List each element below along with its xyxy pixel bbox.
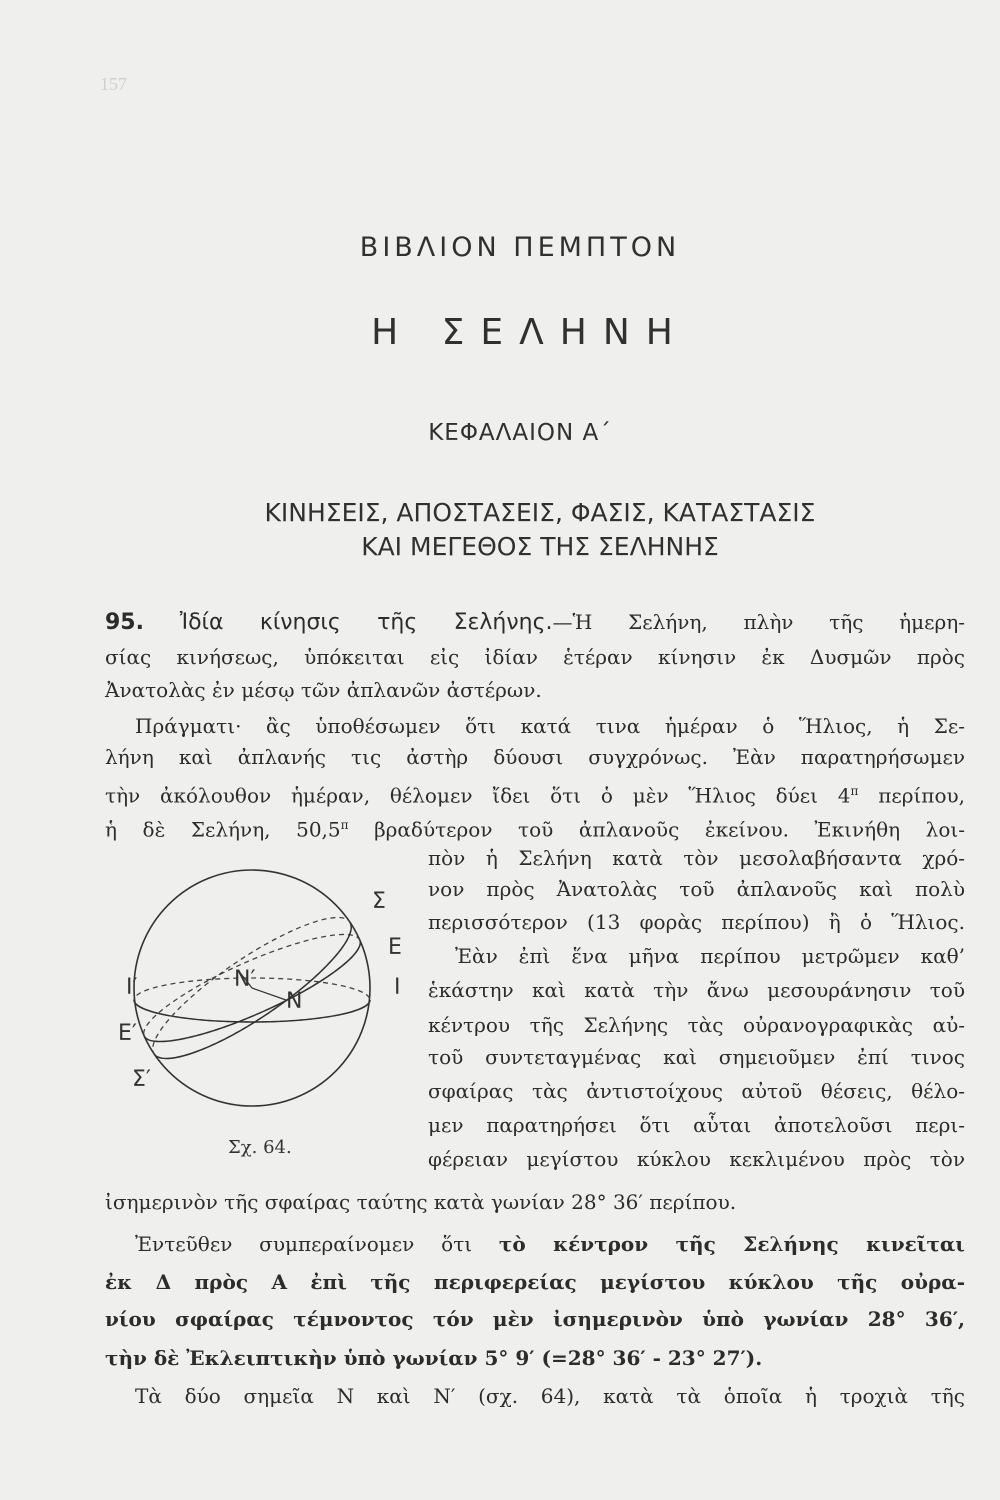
bold-text-line: τὴν δὲ Ἐκλειπτικὴν ὑπὸ γωνίαν 5° 9′ (=28° 36′ - 23° 27′). <box>105 1346 763 1370</box>
text-line <box>105 779 965 808</box>
text-line: τοῦ συντεταγμένας καὶ σημειοῦμεν ἐπί τινος <box>428 1045 965 1069</box>
part-title: Η ΣΕΛΗΝΗ <box>371 312 689 353</box>
section-number: 95. <box>105 610 144 635</box>
bold-text-line: ἐκ Δ πρὸς Α ἐπὶ τῆς περιφερείας μεγίστου κύκλου τῆς οὐρα- <box>105 1270 965 1294</box>
text-line: μεν παρατηρήσει ὅτι αὗται ἀποτελοῦσι περι- <box>428 1113 965 1137</box>
section-heading-line <box>105 610 965 635</box>
text-line: περισσότερον (13 φορὰς περίπου) ἢ ὁ Ἥλιος. <box>428 910 965 934</box>
page-number: 157 <box>100 74 127 94</box>
bold-text-line: νίου σφαίρας τέμνοντος τόν μὲν ἰσημερινὸν ὑπὸ γωνίαν 28° 36′, <box>105 1307 965 1331</box>
text-line <box>135 1232 965 1256</box>
label-epsilon: Ε <box>388 935 402 960</box>
text-line: ἰσημερινὸν τῆς σφαίρας ταύτης κατὰ γωνίαν 28° 36′ περίπου. <box>105 1190 737 1214</box>
text-span: Ἐντεῦθεν συμπεραίνομεν ὅτι <box>135 1232 499 1256</box>
superscript: π <box>850 784 859 798</box>
text-line: Τὰ δύο σημεῖα Ν καὶ Ν′ (σχ. 64), κατὰ τὰ ὁποῖα ἡ τροχιὰ τῆς <box>135 1384 965 1408</box>
text-line: σφαίρας τὰς ἀντιστοίχους αὐτοῦ θέσεις, θέλο- <box>428 1079 965 1103</box>
text-line: κέντρου τῆς Σελήνης τὰς οὐρανογραφικὰς αὐ- <box>428 1013 965 1037</box>
celestial-sphere-figure <box>110 860 430 1160</box>
text-line: Πράγματι· ἂς ὑποθέσωμεν ὅτι κατά τινα ἡμέραν ὁ Ἥλιος, ἡ Σε- <box>135 714 965 738</box>
text-line: Ἐὰν ἐπὶ ἕνα μῆνα περίπου μετρῶμεν καθ’ <box>455 944 965 968</box>
superscript: π <box>340 818 349 832</box>
chapter-subtitle-line-1: ΚΙΝΗΣΕΙΣ, ΑΠΟΣΤΑΣΕΙΣ, ΦΑΣΙΣ, ΚΑΤΑΣΤΑΣΙΣ <box>264 498 816 527</box>
label-sigma: Σ <box>372 889 386 914</box>
text-line: νον πρὸς Ἀνατολὰς τοῦ ἀπλανοῦς καὶ πολὺ <box>428 877 965 901</box>
chapter-title: ΚΕΦΑΛΑΙΟΝ Α΄ <box>428 420 612 446</box>
text-span: περίπου, <box>858 783 966 808</box>
text-span: τὴν ἀκόλουθον ἡμέραν, θέλομεν ἴδει ὅτι ὁ μὲν Ἥλιος δύει 4 <box>105 783 851 808</box>
label-n-prime: Ν′ <box>234 967 256 992</box>
text-span: ἡ δὲ Σελήνη, 50,5 <box>105 817 341 842</box>
label-sigma-prime: Σ′ <box>132 1067 151 1092</box>
section-title: Ἰδία κίνησις τῆς Σελήνης. <box>179 610 553 635</box>
text-line: πὸν ἡ Σελήνη κατὰ τὸν μεσολαβήσαντα χρό- <box>428 846 965 870</box>
label-iota: Ι <box>394 975 401 1000</box>
chapter-subtitle-line-2: ΚΑΙ ΜΕΓΕΘΟΣ ΤΗΣ ΣΕΛΗΝΗΣ <box>361 532 719 561</box>
figure-caption: Σχ. 64. <box>228 1137 292 1158</box>
bold-text-span: τὸ κέντρον τῆς Σελήνης κινεῖται <box>498 1232 965 1256</box>
text-line: ἑκάστην καὶ κατὰ τὴν ἄνω μεσουράνησιν τοῦ <box>428 978 965 1002</box>
node-line-n <box>252 988 286 1000</box>
text-line: Ἀνατολὰς ἐν μέσῳ τῶν ἀπλανῶν ἀστέρων. <box>105 678 542 702</box>
label-n: Ν <box>286 989 303 1014</box>
label-epsilon-prime: Ε′ <box>118 1021 137 1046</box>
label-iota-prime: Ι′ <box>126 975 138 1000</box>
book-title: ΒΙΒΛΙΟΝ ΠΕΜΠΤΟΝ <box>359 232 681 263</box>
text-line: σίας κινήσεως, ὑπόκειται εἰς ἰδίαν ἑτέραν κίνησιν ἐκ Δυσμῶν πρὸς <box>105 645 965 669</box>
equator-front <box>134 1000 370 1022</box>
text-line: λήνη καὶ ἀπλανής τις ἀστὴρ δύουσι συγχρόνως. Ἐὰν παρατηρήσωμεν <box>105 745 965 769</box>
text-span: —Ἡ Σελήνη, πλὴν τῆς ἡμερη- <box>552 610 966 634</box>
text-line: φέρειαν μεγίστου κύκλου κεκλιμένου πρὸς τὸν <box>428 1147 965 1171</box>
text-line <box>105 813 965 842</box>
text-span: βραδύτερον τοῦ ἀπλανοῦς ἐκείνου. Ἐκινήθη λοι- <box>348 817 965 842</box>
